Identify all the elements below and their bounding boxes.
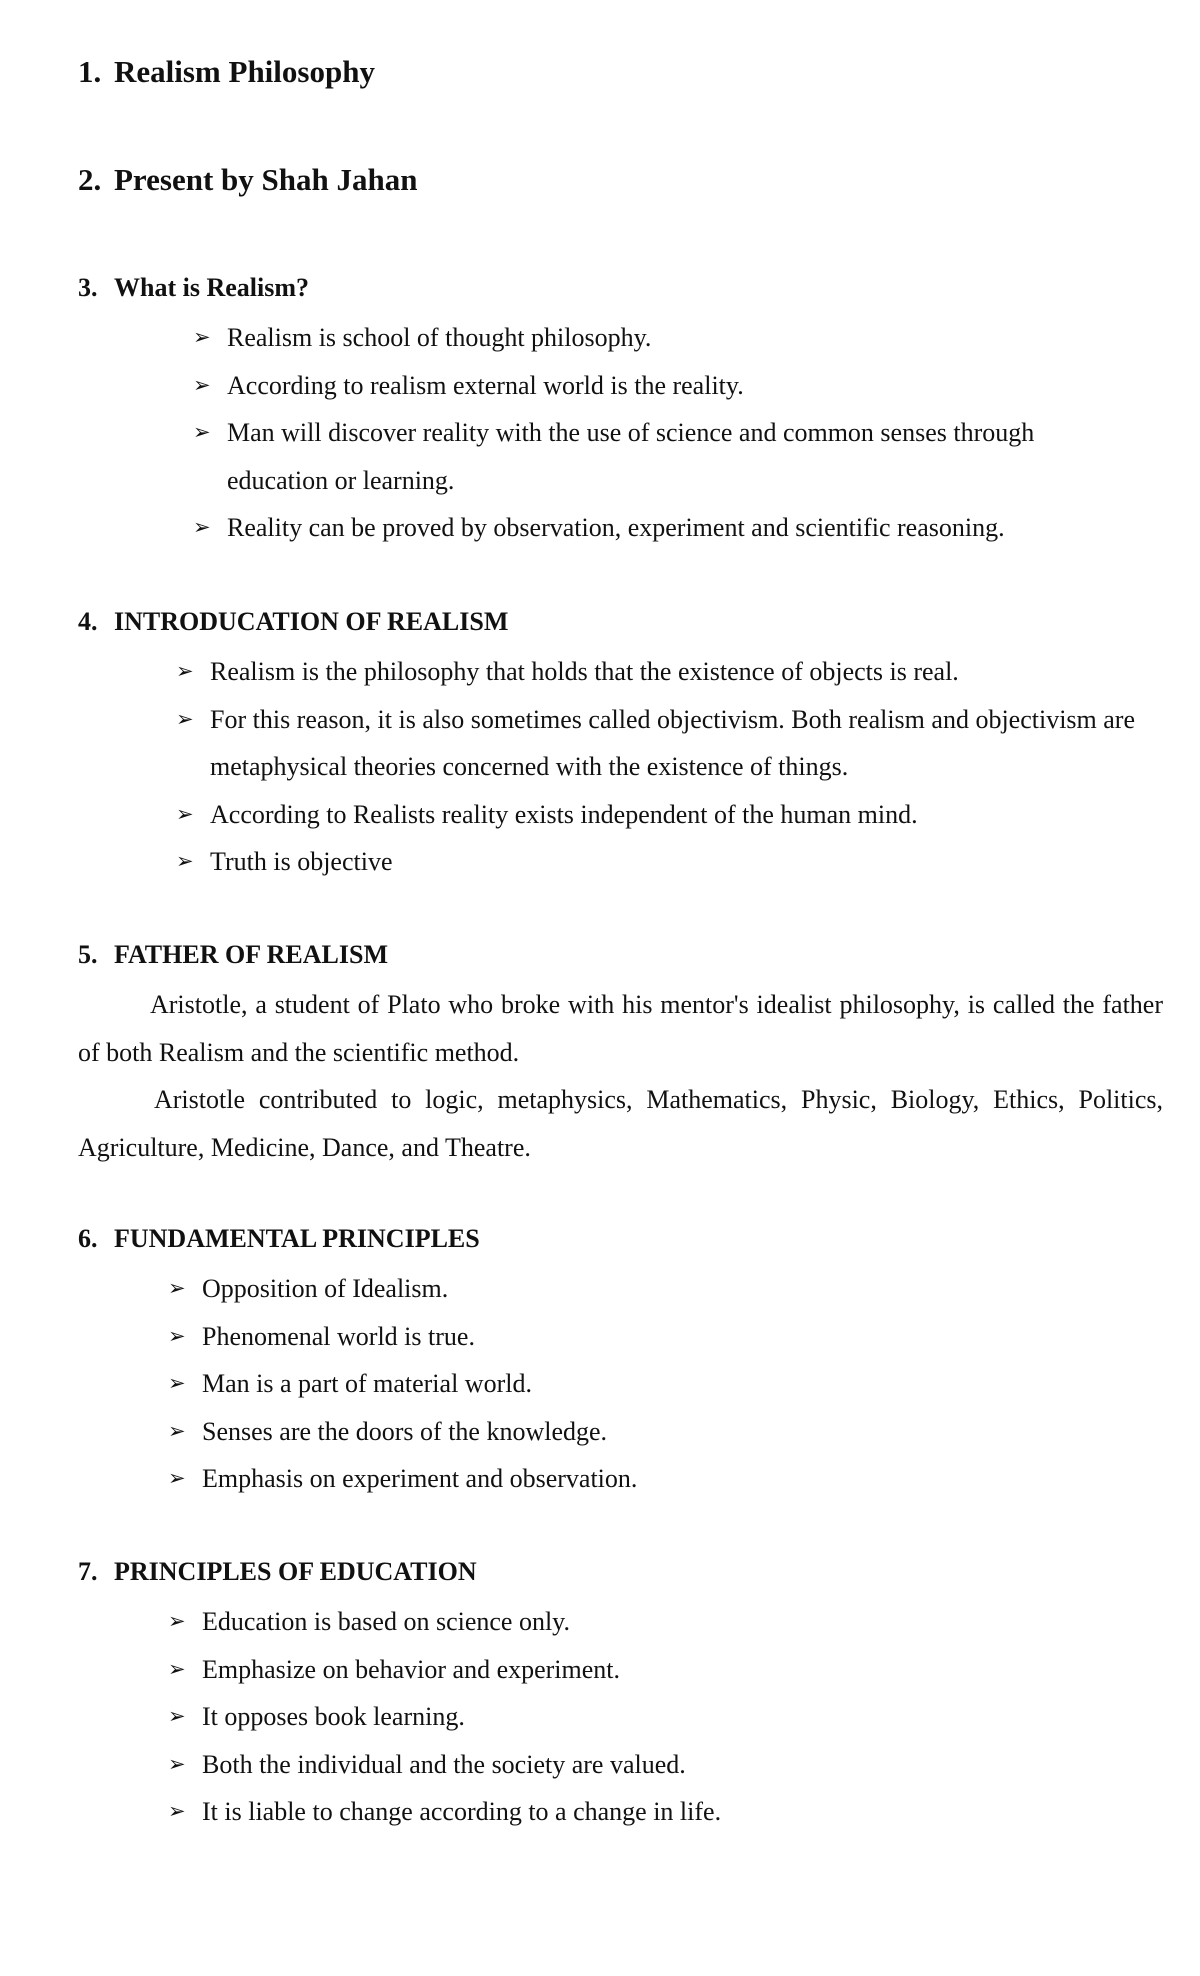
list-item: ➢ Education is based on science only. xyxy=(168,1598,1068,1646)
section-title: INTRODUCATION OF REALISM xyxy=(114,607,509,636)
section-title: FUNDAMENTAL PRINCIPLES xyxy=(114,1224,480,1253)
list-item: ➢ It is liable to change according to a change in life. xyxy=(168,1788,1068,1836)
list-item: ➢ Senses are the doors of the knowledge. xyxy=(168,1408,1068,1456)
arrow-bullet-icon: ➢ xyxy=(168,1466,186,1490)
arrow-bullet-icon: ➢ xyxy=(176,801,194,826)
section-2-heading xyxy=(78,162,1160,198)
section-title: FATHER OF REALISM xyxy=(114,940,388,969)
list-item: ➢ Reality can be proved by observation, experiment and scientific reasoning. xyxy=(193,504,1103,552)
arrow-bullet-icon: ➢ xyxy=(168,1371,186,1395)
section-6-list xyxy=(168,1265,1068,1503)
section-title: Realism Philosophy xyxy=(114,54,375,89)
list-item: ➢ Opposition of Idealism. xyxy=(168,1265,1068,1313)
section-number: 5. xyxy=(78,940,98,969)
arrow-bullet-icon: ➢ xyxy=(176,849,194,873)
section-title: What is Realism? xyxy=(114,273,309,302)
list-item: ➢ According to realism external world is the reality. xyxy=(193,362,1103,410)
section-3-heading xyxy=(78,273,1160,303)
list-item: ➢ Emphasize on behavior and experiment. xyxy=(168,1646,1068,1694)
arrow-bullet-icon: ➢ xyxy=(168,1609,186,1633)
arrow-bullet-icon: ➢ xyxy=(193,372,211,397)
section-3-list xyxy=(193,314,1103,552)
section-number: 3. xyxy=(78,273,98,302)
section-title: PRINCIPLES OF EDUCATION xyxy=(114,1557,477,1586)
arrow-bullet-icon: ➢ xyxy=(168,1704,186,1728)
list-item: ➢ For this reason, it is also sometimes called objectivism. Both realism and objectivism are metaphysical theories concerned with the existence of things. xyxy=(176,696,1166,791)
list-item: ➢ Realism is the philosophy that holds that the existence of objects is real. xyxy=(176,648,1166,696)
list-item: ➢ Phenomenal world is true. xyxy=(168,1313,1068,1361)
section-4-heading xyxy=(78,607,1160,637)
list-item: ➢ Man will discover reality with the use of science and common senses through education or learning. xyxy=(193,409,1103,504)
arrow-bullet-icon: ➢ xyxy=(168,1323,186,1348)
list-item: ➢ Truth is objective xyxy=(176,838,1166,886)
paragraph: Aristotle, a student of Plato who broke with his mentor's idealist philosophy, is called the father of both Realism and the scientific method. xyxy=(78,990,1163,1067)
list-item: ➢ According to Realists reality exists independent of the human mind. xyxy=(176,791,1166,839)
arrow-bullet-icon: ➢ xyxy=(168,1276,186,1300)
section-4-list xyxy=(176,648,1166,886)
list-item: ➢ It opposes book learning. xyxy=(168,1693,1068,1741)
section-title: Present by Shah Jahan xyxy=(114,162,418,197)
list-item: ➢ Realism is school of thought philosophy. xyxy=(193,314,1103,362)
arrow-bullet-icon: ➢ xyxy=(193,325,211,349)
paragraph: Aristotle contributed to logic, metaphysics, Mathematics, Physic, Biology, Ethics, Politics, Agriculture, Medicine, Dance, and Theatre. xyxy=(78,1085,1163,1162)
arrow-bullet-icon: ➢ xyxy=(168,1751,186,1776)
section-7-heading xyxy=(78,1557,1160,1587)
section-6-heading xyxy=(78,1224,1160,1254)
section-number: 1. xyxy=(78,54,102,89)
section-number: 4. xyxy=(78,607,98,636)
arrow-bullet-icon: ➢ xyxy=(176,659,194,683)
section-5-heading xyxy=(78,940,1160,970)
section-number: 2. xyxy=(78,162,102,197)
arrow-bullet-icon: ➢ xyxy=(168,1418,186,1443)
list-item: ➢ Man is a part of material world. xyxy=(168,1360,1068,1408)
arrow-bullet-icon: ➢ xyxy=(168,1656,186,1681)
section-number: 7. xyxy=(78,1557,98,1586)
arrow-bullet-icon: ➢ xyxy=(176,706,194,731)
arrow-bullet-icon: ➢ xyxy=(193,515,211,539)
section-7-list xyxy=(168,1598,1068,1836)
arrow-bullet-icon: ➢ xyxy=(168,1799,186,1823)
arrow-bullet-icon: ➢ xyxy=(193,420,211,444)
section-1-heading xyxy=(78,54,1160,90)
section-number: 6. xyxy=(78,1224,98,1253)
list-item: ➢ Both the individual and the society are valued. xyxy=(168,1741,1068,1789)
list-item: ➢ Emphasis on experiment and observation. xyxy=(168,1455,1068,1503)
